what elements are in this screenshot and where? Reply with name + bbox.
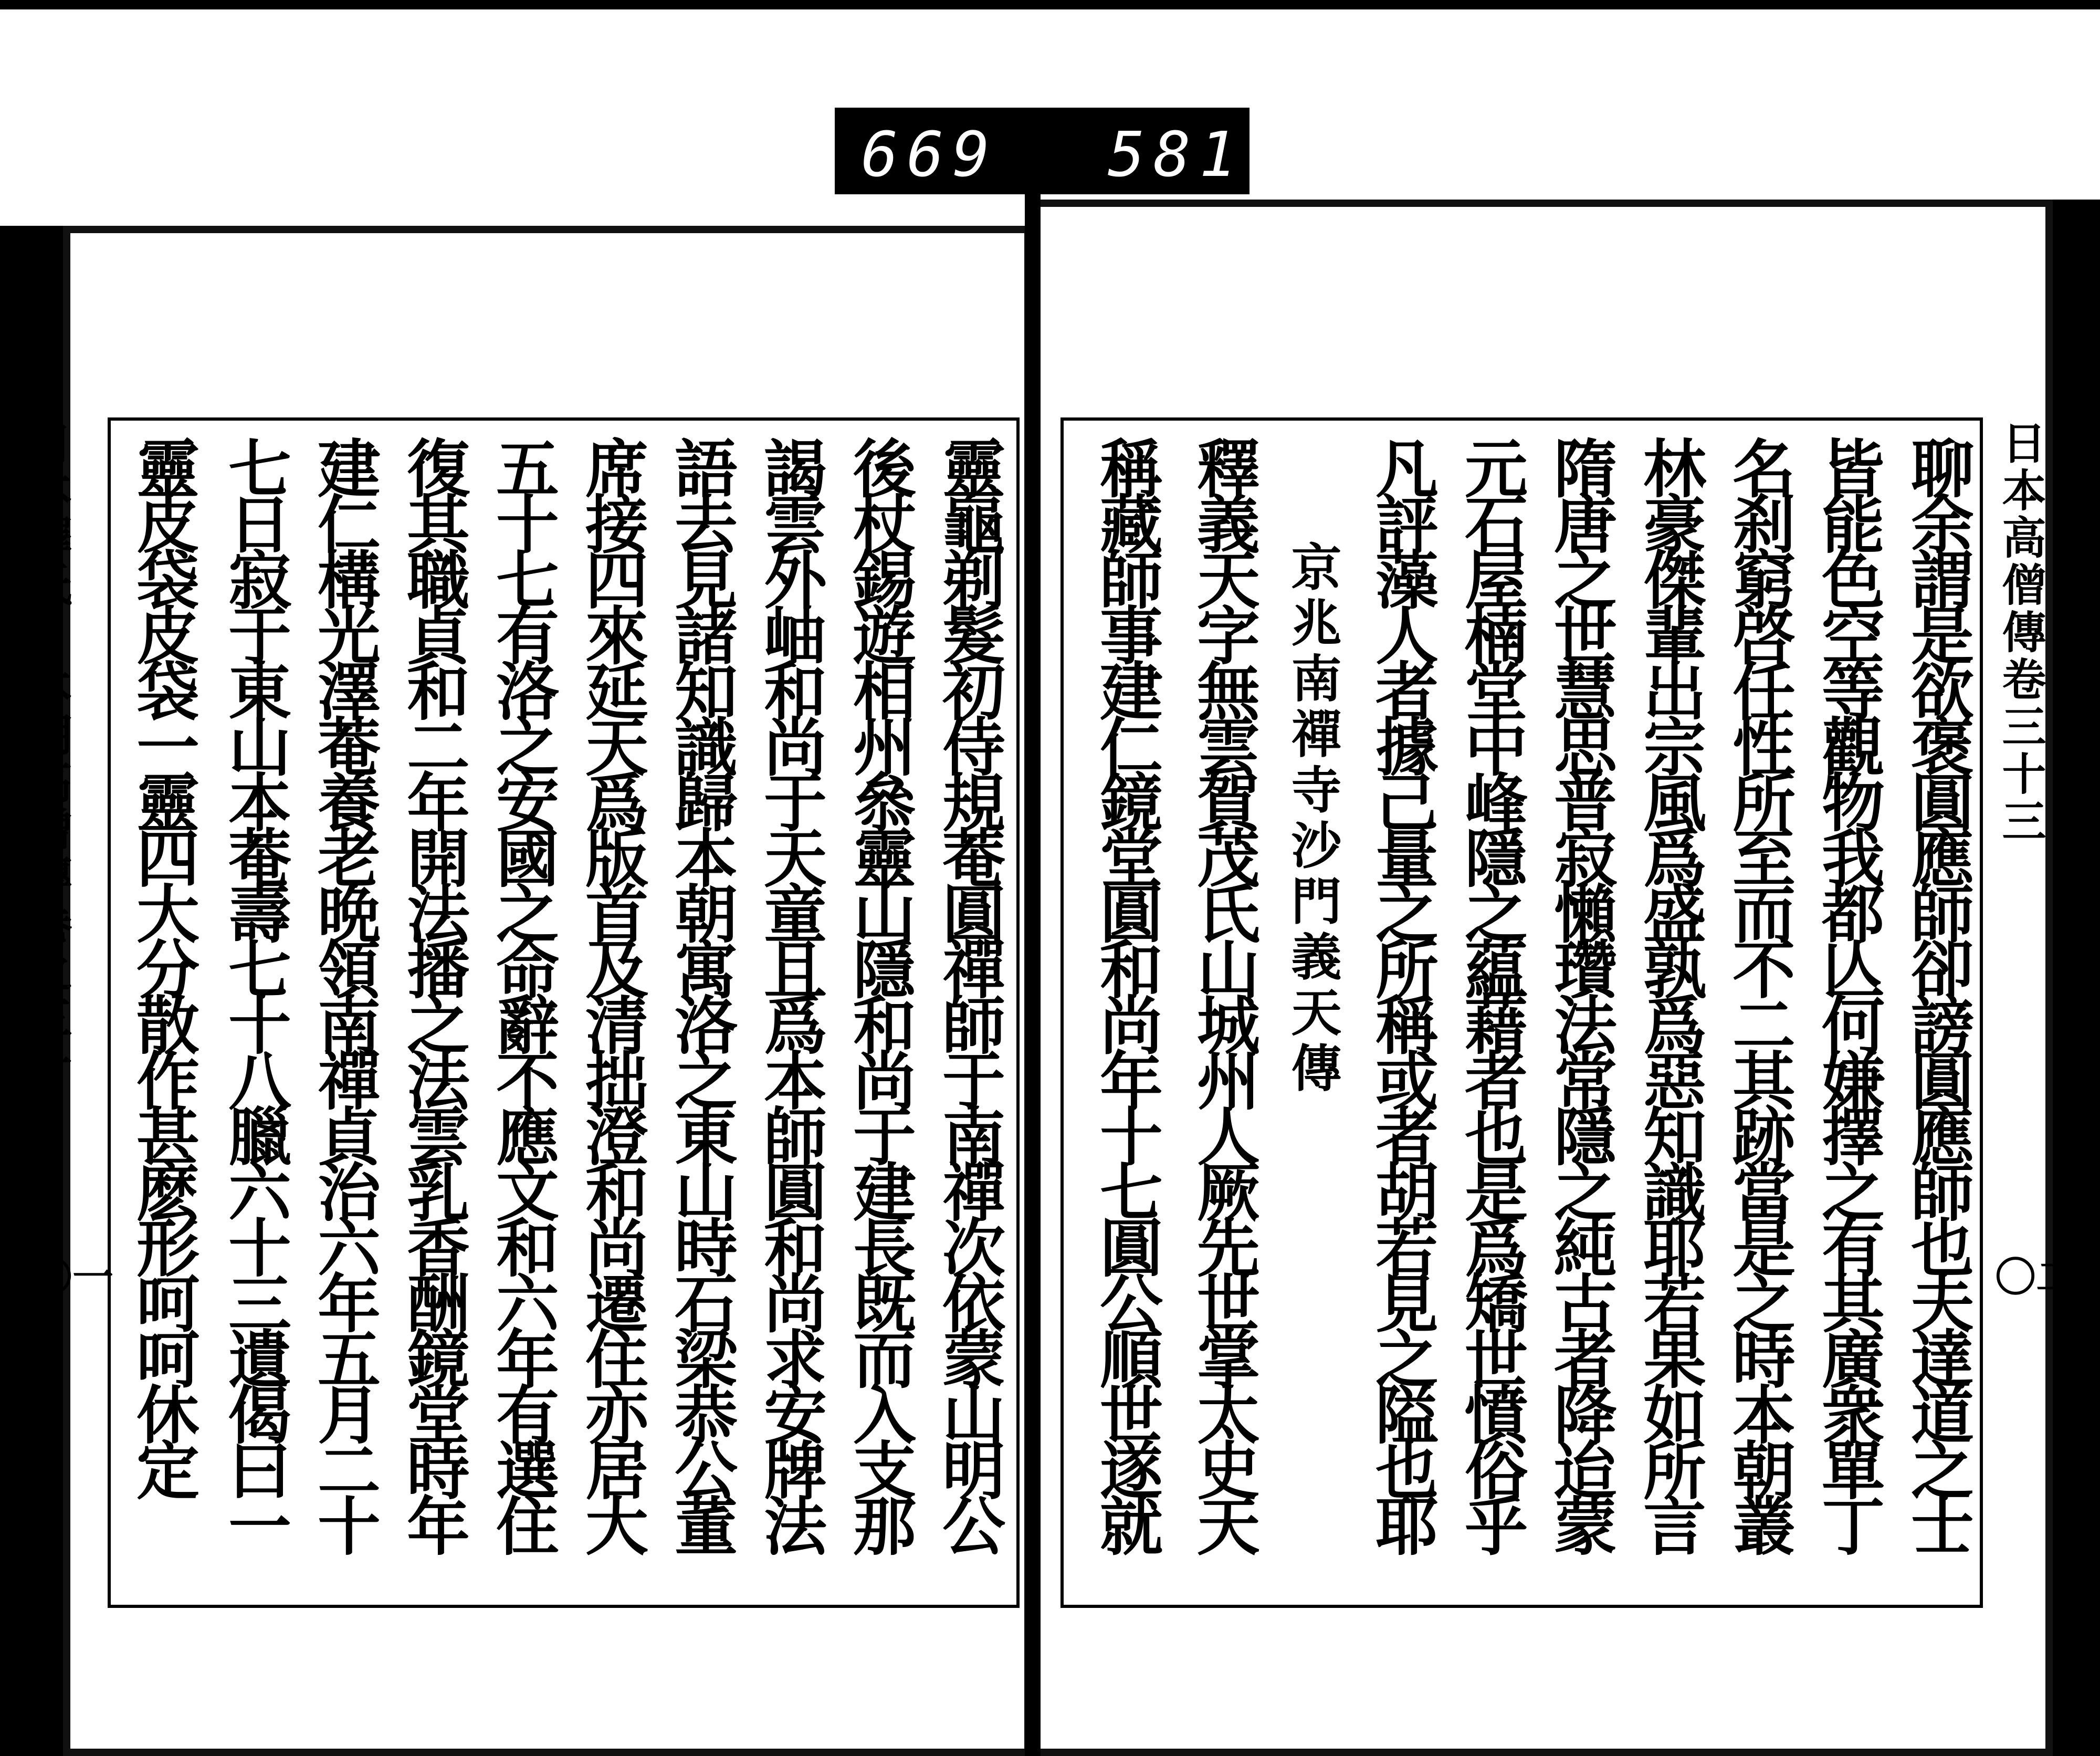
text-column: 語去見諸知識歸本朝寓洛之東山時石梁恭公董 [664,436,738,1549]
book-gutter [1025,189,1041,1756]
text-column: 稱藏師事建仁鏡堂圓和尚年十七圓公順世遂就 [1089,436,1163,1549]
top-border [0,0,2100,9]
text-column: 林豪傑輩出宗風爲盛孰爲惡知識耶若果如所言 [1633,436,1707,1549]
accession-right-number: 581 [1108,118,1245,191]
text-column: 皆能色空等觀物我都亾何嫌擇之有其廣衆單丁 [1811,436,1885,1549]
text-column: 後杖錫遊相州叅靈山隱和尚于建長既而入支那 [843,436,917,1549]
text-column: 凡評藻人者據己量之所稱或者胡若見之隘也耶 [1365,436,1439,1549]
section-heading: 京兆南禪寺沙門義天傳 [1283,541,1342,1098]
text-column: 席接四來延天爲版首及清拙澄和尚遷住亦居大 [575,436,649,1549]
right-leaf-number: 〇二 [1995,1253,2077,1301]
right-running-head: 日本高僧傳卷三十三 [1995,420,2047,845]
text-column: 復其職貞和二年開法播之法雲乳香酬鏡堂時年 [396,436,470,1549]
text-column: 靈龜剃髮初侍規菴圓禪師于南禪次依蒙山明公 [932,436,1006,1549]
text-column: 建仁構光澤菴養老晩領南禪貞治六年五月二十 [307,436,381,1549]
accession-left-number: 669 [861,118,999,191]
text-column: 五十七有洛之安國之命辭不應文和六年有選住 [486,436,560,1549]
accession-label [835,108,1250,194]
text-column: 元石屋楠堂中峰隱之藴藉者也是爲矯世憤俗乎 [1454,436,1528,1549]
text-column: 隋唐之世慧思普寂懶瓚法常隱之純古者降迨蒙 [1544,436,1618,1549]
left-leaf-number: 〇一 [32,1253,114,1301]
text-column: 靈皮袋皮袋一靈四大分散作甚麽形呵呵休定 [126,436,200,1493]
text-column: 名刹窮啓任性所至而不二其跡當是之時本朝叢 [1722,436,1796,1549]
text-column: 謁雲外岫和尚于天童且爲本師圓和尚求安牌法 [753,436,827,1549]
text-column: 釋義天字無雲賀茂氏山城州人厥先世掌太史天 [1186,436,1261,1549]
left-running-head: 日本釋氏 本朝高僧傳卷之三十 [21,420,73,1090]
text-column: 七日寂于東山本菴壽七十八臘六十三遺偈曰一 [218,436,292,1549]
text-column: 聊余謂是欲褒圓應師卻謗圓應師也夫達道之士 [1900,436,1975,1549]
book-edge-right [2053,200,2100,1756]
